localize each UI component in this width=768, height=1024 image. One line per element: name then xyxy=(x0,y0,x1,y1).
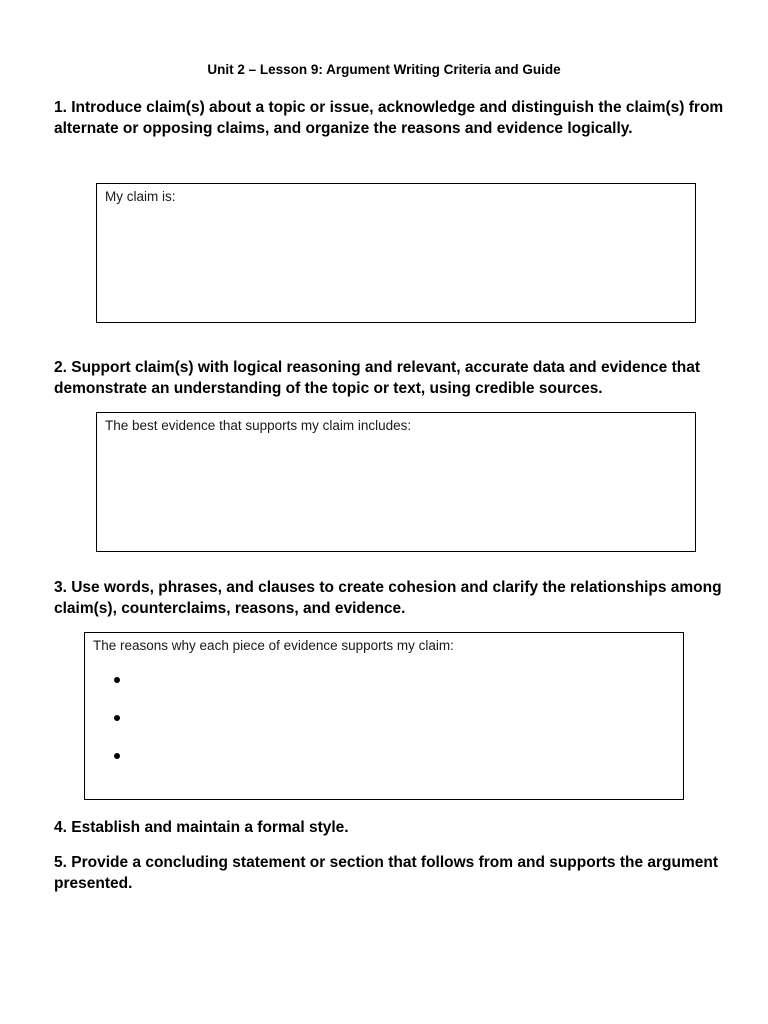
bullet-icon xyxy=(114,753,120,759)
criterion-2: 2. Support claim(s) with logical reasoning and relevant, accurate data and evidence that demonstrate an understanding of the topic or text, using credible sources. xyxy=(54,359,701,397)
criterion-1: 1. Introduce claim(s) about a topic or issue, acknowledge and distinguish the claim(s) from alternate or opposing claims, and organize the reasons and evidence logically. xyxy=(54,99,724,137)
criterion-3: 3. Use words, phrases, and clauses to create cohesion and clarify the relationships among claim(s), counterclaims, reasons, and evidence. xyxy=(54,579,722,617)
claim-box[interactable] xyxy=(96,183,696,323)
criterion-4: 4. Establish and maintain a formal style. xyxy=(54,819,349,836)
evidence-box[interactable] xyxy=(96,412,696,552)
evidence-box-label: The best evidence that supports my claim includes: xyxy=(105,418,412,433)
bullet-icon xyxy=(114,715,120,721)
criterion-5: 5. Provide a concluding statement or section that follows from and supports the argument presented. xyxy=(54,854,719,892)
reasons-box-label: The reasons why each piece of evidence supports my claim: xyxy=(93,638,454,653)
claim-box-label: My claim is: xyxy=(105,189,176,204)
bullet-icon xyxy=(114,677,120,683)
page-title: Unit 2 – Lesson 9: Argument Writing Criteria and Guide xyxy=(207,62,561,77)
reasons-box[interactable] xyxy=(84,632,684,800)
